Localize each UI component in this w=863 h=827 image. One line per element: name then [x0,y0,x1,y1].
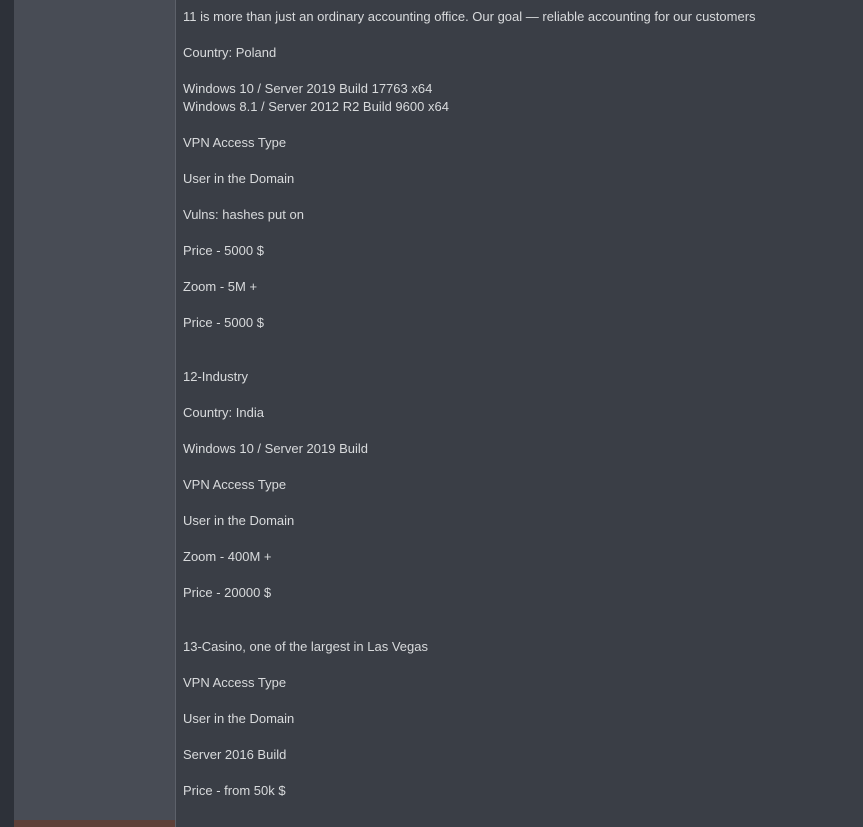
post-paragraph: 13-Casino, one of the largest in Las Vegas [183,639,428,654]
post-paragraph: VPN Access Type [183,135,287,150]
post-paragraph: Windows 10 / Server 2019 Build [183,441,368,456]
post-paragraph: User in the Domain [183,513,295,528]
sidebar-panel [14,0,175,827]
post-paragraph: Zoom - 400M + [183,549,272,564]
post-paragraph: User in the Domain [183,171,295,186]
sidebar-bottom-accent [14,820,175,827]
post-paragraph: Zoom - 5M + [183,279,258,294]
post-paragraph: VPN Access Type [183,477,287,492]
post-paragraph: Price - from 50k $ [183,783,286,798]
post-paragraph: 12-Industry [183,369,249,384]
post-paragraph: Vulns: hashes put on [183,207,304,222]
post-paragraph: Country: India [183,405,264,420]
post-paragraph: Price - 5000 $ [183,315,264,330]
post-paragraph: Server 2016 Build [183,747,287,762]
post-paragraph: VPN Access Type [183,675,287,690]
post-paragraph: Country: Poland [183,45,277,60]
post-paragraph: Windows 10 / Server 2019 Build 17763 x64 Windows 8.1 / Server 2012 R2 Build 9600 x64 [183,81,449,114]
post-body [183,8,851,800]
post-content-area[interactable] [175,0,863,827]
left-rail [0,0,14,827]
post-paragraph: 11 is more than just an ordinary accounting office. Our goal — reliable accounting for our customers [183,9,756,24]
post-paragraph: Price - 20000 $ [183,585,272,600]
post-paragraph: Price - 5000 $ [183,243,264,258]
post-paragraph: User in the Domain [183,711,295,726]
